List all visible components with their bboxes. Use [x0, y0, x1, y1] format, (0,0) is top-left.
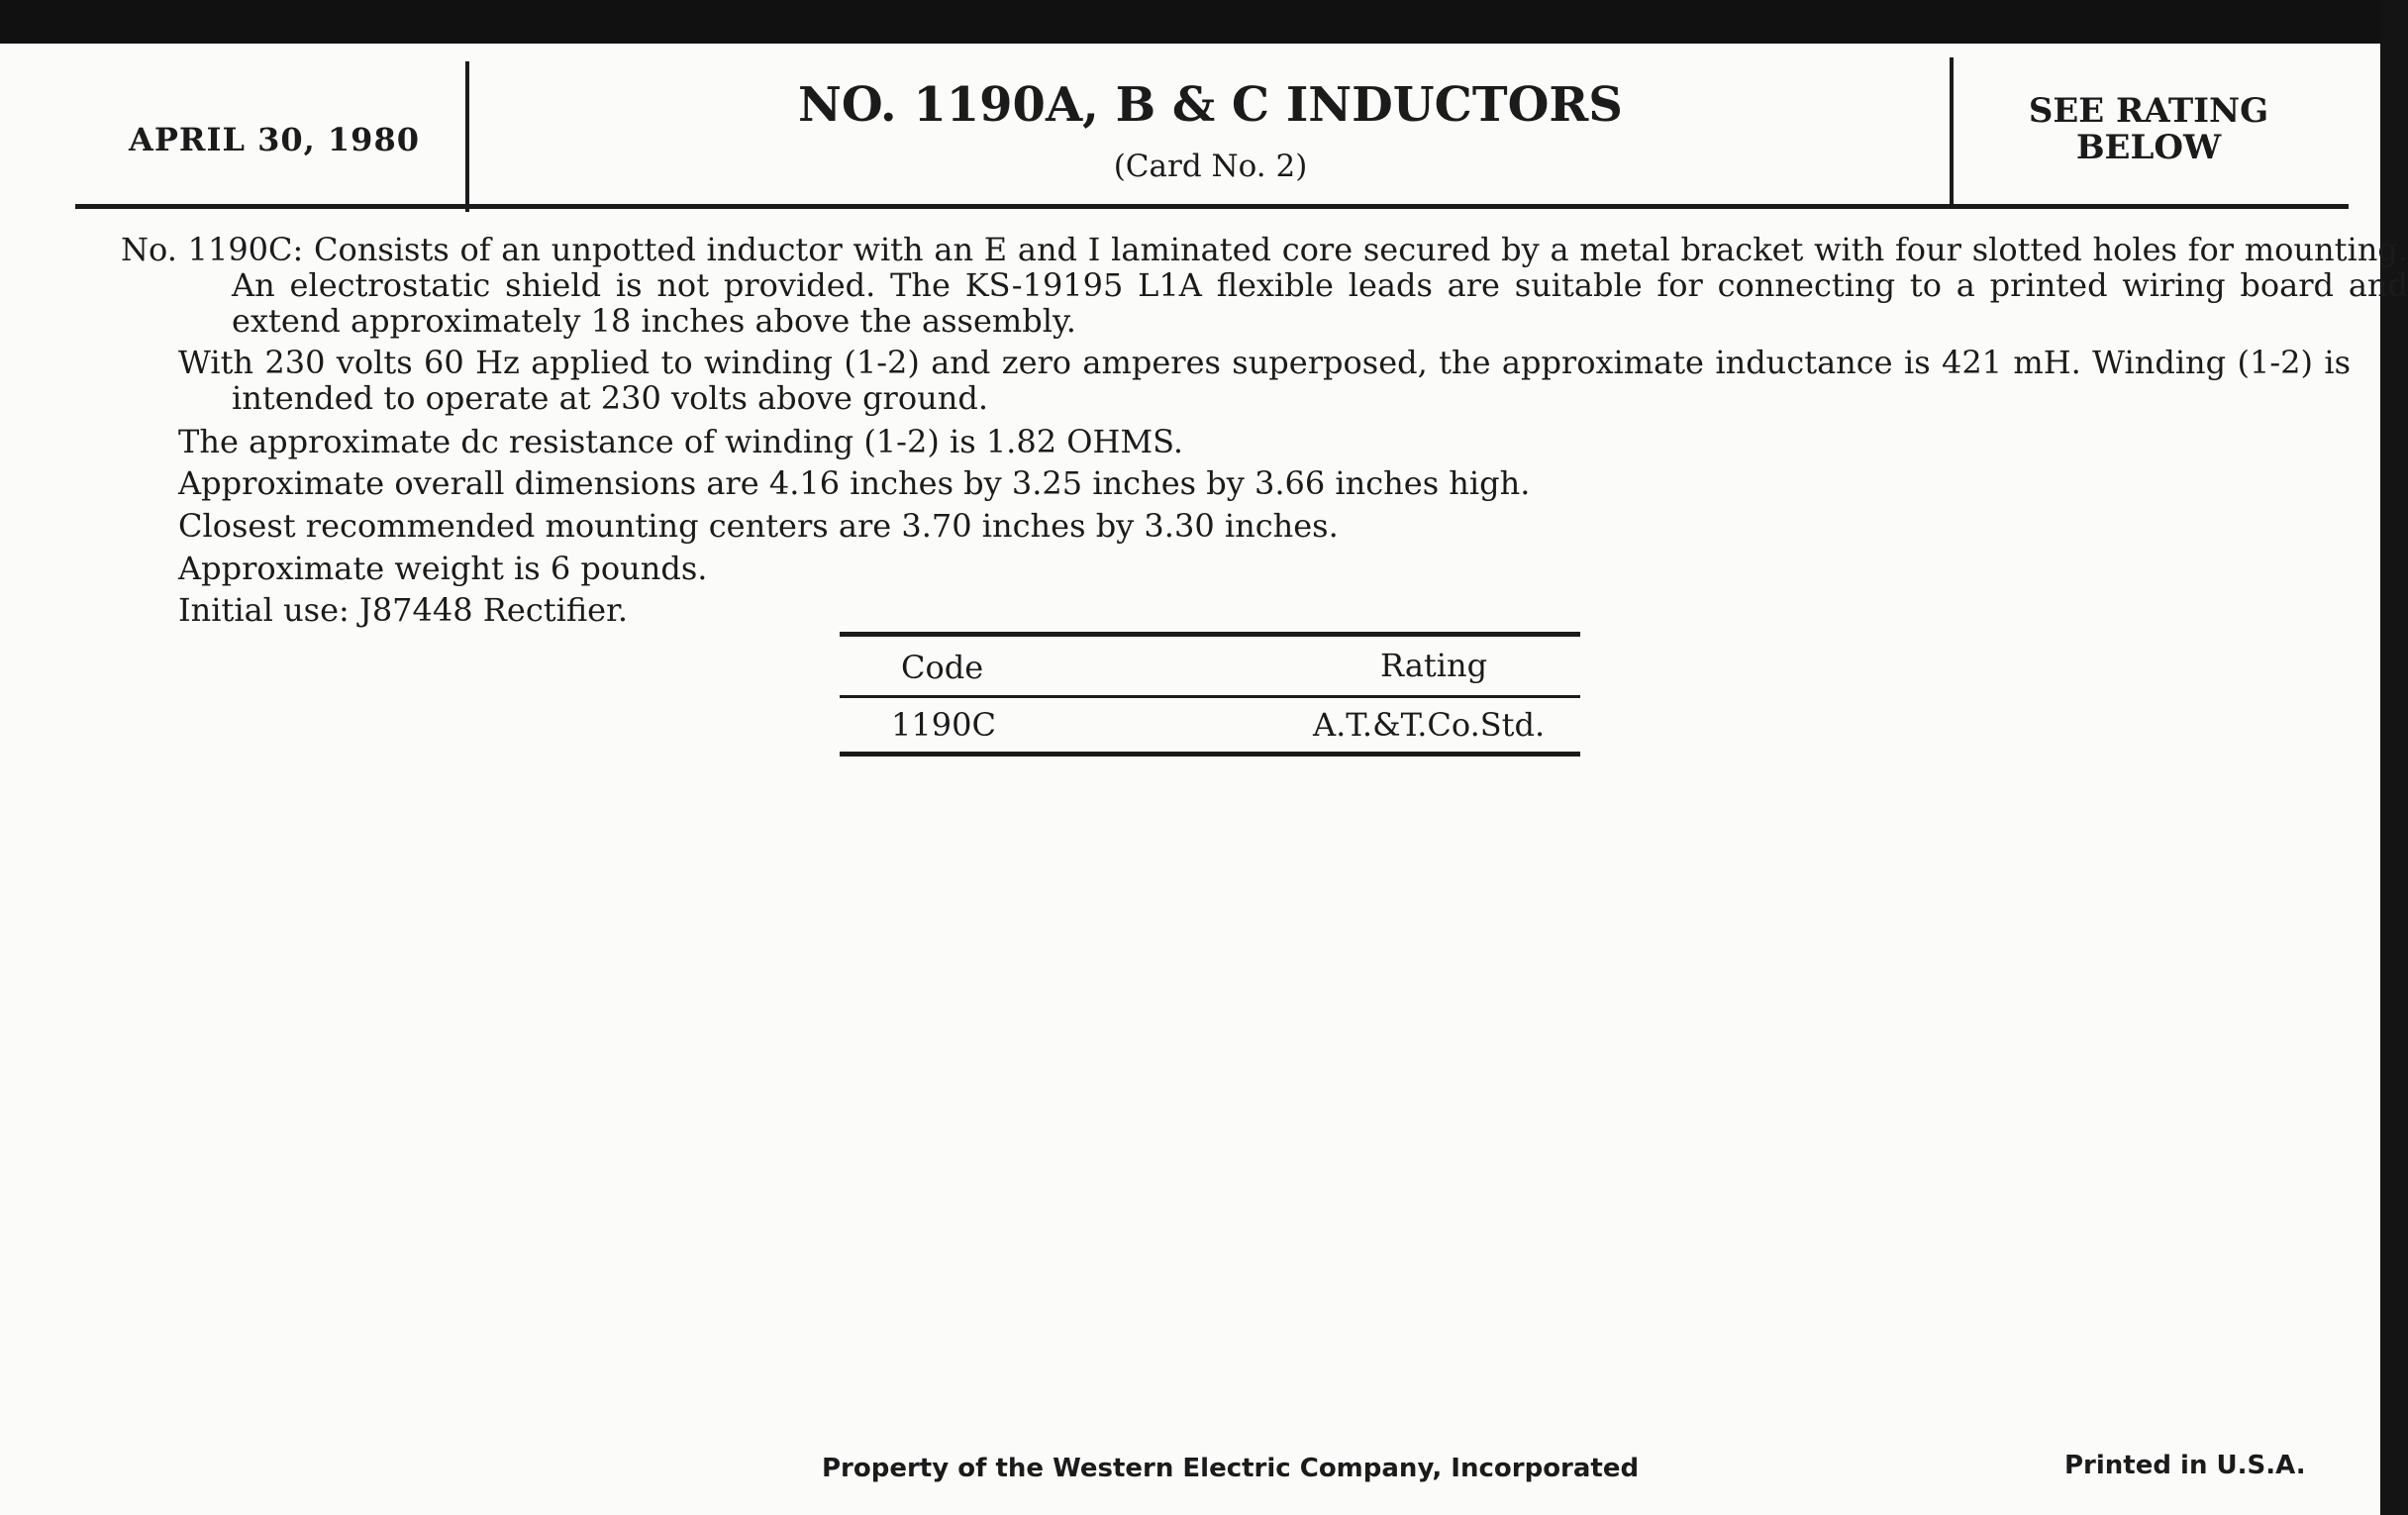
header-divider-right [1950, 57, 1954, 206]
resistance-line: The approximate dc resistance of winding (1-2) is 1.82 OHMS. [178, 423, 1184, 460]
footer-property: Property of the Western Electric Company, Incorporated [822, 1454, 1640, 1483]
rating-note: SEE RATING BELOW [2028, 91, 2269, 167]
description-paragraph: No. 1190C: Consists of an unpotted inductor with an E and I laminated core secured by a metal bracket with four slotted holes for mounting. An electrostatic shield is not provided. The KS-19195 L1A flexible leads are suitable for connecting to a printed wiring board and extend approximately 18 inches above the assembly. [121, 231, 2408, 340]
card-subtitle: (Card No. 2) [1113, 149, 1308, 184]
table-bottom-rule [840, 752, 1580, 757]
header-divider-left [465, 61, 469, 212]
table-cell-code: 1190C [891, 706, 996, 744]
initial-use-line: Initial use: J87448 Rectifier. [178, 591, 629, 629]
mounting-line: Closest recommended mounting centers are 3.70 inches by 3.30 inches. [178, 507, 1339, 545]
header-rule [75, 204, 2349, 209]
table-header-rating: Rating [1380, 647, 1488, 684]
scan-edge [2380, 0, 2408, 1515]
weight-line: Approximate weight is 6 pounds. [178, 550, 708, 587]
table-top-rule [840, 632, 1580, 637]
card-date: APRIL 30, 1980 [129, 121, 420, 158]
table-header-code: Code [901, 649, 984, 686]
table-header-rule [840, 695, 1580, 698]
dimensions-line: Approximate overall dimensions are 4.16 inches by 3.25 inches by 3.66 inches high. [178, 464, 1531, 502]
inductance-paragraph: With 230 volts 60 Hz applied to winding (1-2) and zero amperes superposed, the approximate inductance is 421 mH. Winding (1-2) is intended to operate at 230 volts above ground. [178, 344, 2351, 417]
card-title: NO. 1190A, B & C INDUCTORS [798, 77, 1623, 133]
table-cell-rating: A.T.&T.Co.Std. [1313, 706, 1546, 744]
footer-printed: Printed in U.S.A. [2064, 1451, 2306, 1480]
